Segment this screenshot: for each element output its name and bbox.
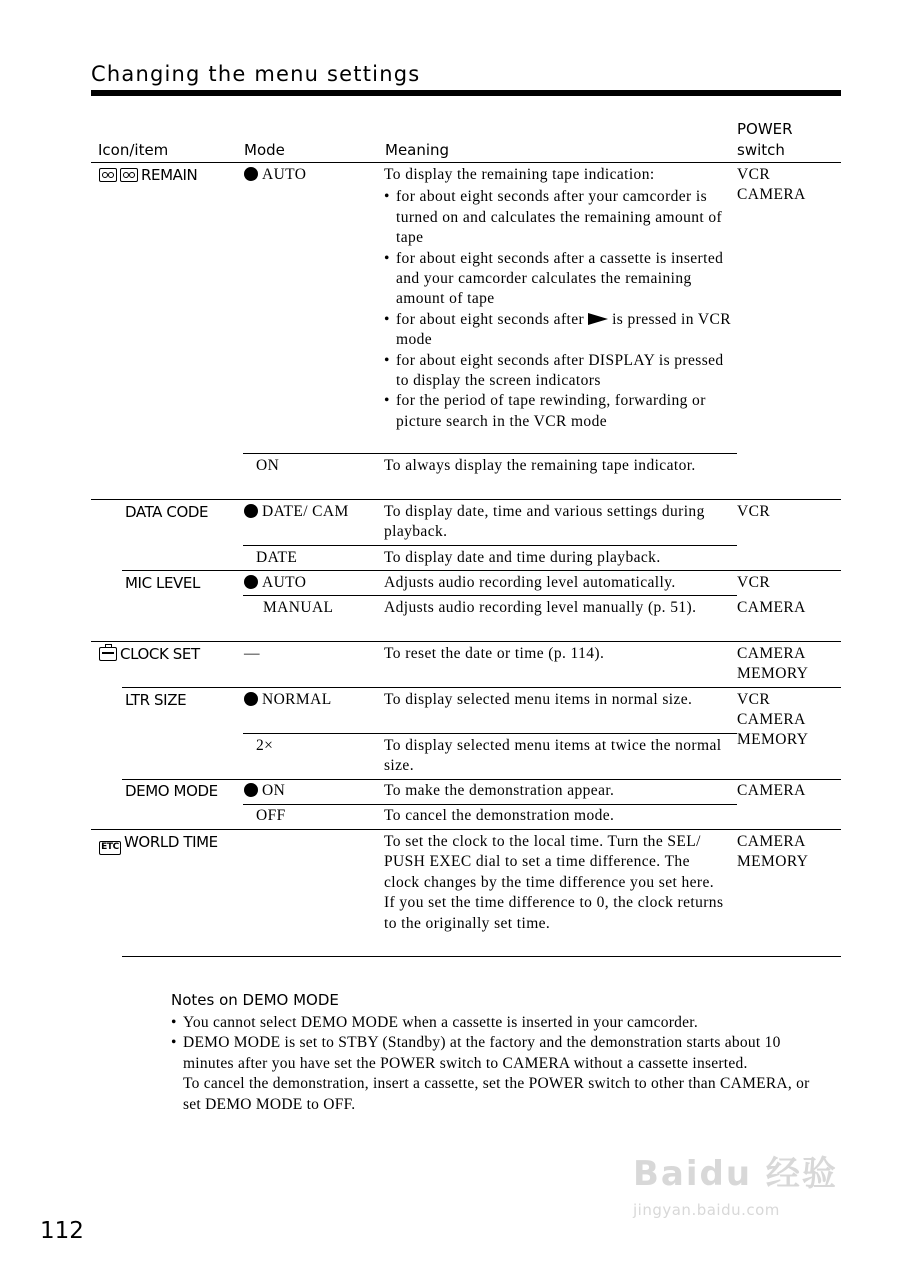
- mode-remain-auto: AUTO: [244, 165, 306, 185]
- rule-demo-end: [91, 829, 841, 830]
- page-title: Changing the menu settings: [91, 62, 421, 86]
- watermark-url: jingyan.baidu.com: [633, 1201, 780, 1219]
- item-mic-level: MIC LEVEL: [125, 574, 200, 592]
- mode-mic-auto: AUTO: [244, 573, 306, 593]
- mode-demo-on: ON: [244, 781, 285, 801]
- mode-mic-manual: MANUAL: [263, 599, 334, 616]
- meaning-remain-auto: To display the remaining tape indication: • for about eight seconds after your camcorder is turned on and calculates the remaining amount of tape • for about eight seconds after a cassette is inserted and your camcorder calculates the remaining amount of tape • for about eight seconds after is pressed in VCR mode • for about eight seconds after DISPLAY is pressed to display the screen indicators • for the period of tape rewinding, forwarding or picture search in the VCR mode: [384, 165, 734, 432]
- power-remain-1: VCR: [737, 166, 771, 183]
- note-2: • DEMO MODE is set to STBY (Standby) at the factory and the demonstration starts about 10 minutes after you have set the POWER switch to CAMERA without a cassette inserted. To cancel the demonstration, insert a cassette, set the POWER switch to other than CAMERA, or set DEMO MODE to OFF.: [171, 1033, 811, 1115]
- default-dot-icon: [244, 167, 258, 181]
- default-dot-icon: [244, 692, 258, 706]
- meaning-mic-auto: Adjusts audio recording level automatically.: [384, 574, 676, 591]
- power-clock-2: MEMORY: [737, 665, 809, 682]
- item-remain: REMAIN: [99, 165, 197, 185]
- header-meaning: Meaning: [385, 141, 450, 159]
- item-demo-mode: DEMO MODE: [125, 782, 218, 800]
- power-remain-2: CAMERA: [737, 186, 806, 203]
- mode-demo-off: OFF: [256, 807, 286, 824]
- mode-ltr-normal: NORMAL: [244, 690, 332, 710]
- mode-datacode-datecam: DATE/ CAM: [244, 502, 349, 522]
- meaning-datacode-datecam: To display date, time and various settings during playback.: [384, 503, 705, 541]
- watermark-logo: Baidu 经验: [633, 1154, 838, 1194]
- rule-ltr-end: [122, 779, 841, 780]
- play-button-icon: [588, 313, 608, 325]
- mode-ltr-2x: 2×: [256, 737, 274, 754]
- meaning-ltr-normal: To display selected menu items in normal size.: [384, 691, 693, 708]
- rule-table-end: [122, 956, 841, 957]
- power-mic-2: CAMERA: [737, 599, 806, 616]
- watermark: [633, 1146, 853, 1246]
- meaning-clock: To reset the date or time (p. 114).: [384, 645, 605, 662]
- rule-remain-end: [91, 499, 841, 500]
- power-ltr-3: MEMORY: [737, 731, 809, 748]
- rule-ltr-2x: [243, 733, 737, 734]
- item-ltr-size: LTR SIZE: [125, 691, 187, 709]
- tape-cassette-icon: [99, 168, 117, 182]
- meaning-world-time: To set the clock to the local time. Turn the SEL/ PUSH EXEC dial to set a time difference. The clock changes by the time difference you set here. If you set the time difference to 0, the clock returns to the originally set time.: [384, 833, 724, 932]
- default-dot-icon: [244, 575, 258, 589]
- rule-mic-end: [91, 641, 841, 642]
- power-mic-1: VCR: [737, 574, 771, 591]
- rule-clock-end: [122, 687, 841, 688]
- note-1: • You cannot select DEMO MODE when a cassette is inserted in your camcorder.: [171, 1013, 811, 1034]
- default-dot-icon: [244, 504, 258, 518]
- header-power-line2: switch: [737, 141, 785, 159]
- mode-datacode-date: DATE: [256, 549, 298, 566]
- rule-demo-off: [243, 804, 737, 805]
- clock-set-icon: [99, 647, 117, 661]
- tape-cassette-icon: [120, 168, 138, 182]
- etc-icon: ETC: [99, 841, 121, 855]
- title-rule: [91, 90, 841, 96]
- header-power-line1: POWER: [737, 120, 793, 138]
- rule-header: [91, 162, 841, 163]
- meaning-mic-manual: Adjusts audio recording level manually (p. 51).: [384, 599, 697, 616]
- power-demo-1: CAMERA: [737, 782, 806, 799]
- default-dot-icon: [244, 783, 258, 797]
- mode-remain-on: ON: [256, 457, 280, 474]
- item-clock-set: CLOCK SET: [99, 644, 200, 664]
- meaning-remain-on: To always display the remaining tape indicator.: [384, 457, 696, 474]
- meaning-demo-on: To make the demonstration appear.: [384, 782, 615, 799]
- item-world-time: ETC WORLD TIME: [99, 832, 218, 855]
- rule-datacode-date: [243, 545, 737, 546]
- meaning-datacode-date: To display date and time during playback.: [384, 549, 661, 566]
- power-ltr-1: VCR: [737, 691, 771, 708]
- note-2-continued: To cancel the demonstration, insert a cassette, set the POWER switch to other than CAMERA, or set DEMO MODE to OFF.: [183, 1075, 810, 1113]
- meaning-ltr-2x: To display selected menu items at twice the normal size.: [384, 737, 722, 775]
- rule-mic-manual: [243, 595, 737, 596]
- power-world-1: CAMERA: [737, 833, 806, 850]
- item-data-code: DATA CODE: [125, 503, 209, 521]
- rule-datacode-end: [122, 570, 841, 571]
- rule-remain-on: [243, 453, 737, 454]
- power-world-2: MEMORY: [737, 853, 809, 870]
- power-datacode-1: VCR: [737, 503, 771, 520]
- power-clock-1: CAMERA: [737, 645, 806, 662]
- notes-title: Notes on DEMO MODE: [171, 991, 339, 1009]
- header-mode: Mode: [244, 141, 285, 159]
- mode-clock: —: [244, 645, 260, 662]
- power-ltr-2: CAMERA: [737, 711, 806, 728]
- meaning-demo-off: To cancel the demonstration mode.: [384, 807, 615, 824]
- header-icon-item: Icon/item: [98, 141, 169, 159]
- page-number: 112: [40, 1218, 84, 1244]
